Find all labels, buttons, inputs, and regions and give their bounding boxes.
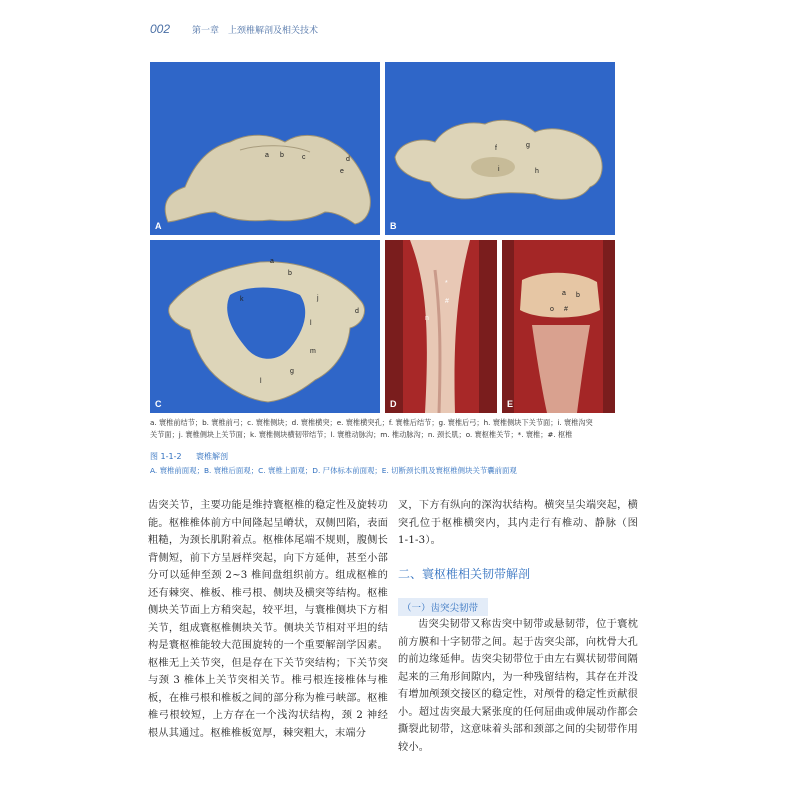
label-c-a: a [270, 258, 274, 265]
label-e-a: a [562, 290, 566, 297]
label-g: g [526, 142, 530, 149]
label-d-n: n [425, 315, 429, 322]
label-c-g: g [290, 368, 294, 375]
figure-title: 寰椎解剖 [196, 452, 228, 461]
label-c-k: k [240, 296, 244, 303]
label-c-d: d [355, 308, 359, 315]
panel-letter-e: E [507, 399, 514, 409]
body-paragraph: 齿突关节，主要功能是维持寰枢椎的稳定性及旋转功能。枢椎椎体前方中间隆起呈嵴状，双侧凹陷，表面粗糙，为颈长肌附着点。枢椎体尾端不规则，腹侧长背侧短，前下方呈唇样突起，向下方延伸，甚至小部分可以延伸至颈 2~3 椎间盘组织前方。组成枢椎的还有棘突、椎板、椎弓根、侧块及横突等结构。枢椎侧块关节面上方稍突起，较平坦，与寰椎侧块下方相关节，组成寰枢椎侧块关节。侧块关节相对平坦的结构是寰枢椎能较大范围旋转的一个重要解剖学因素。枢椎无上关节突，但是存在下关节突结构；下关节突与颈 3 椎体上关节突相关节。椎弓根连接椎体与椎板，在椎弓根和椎板之间的部分称为椎弓峡部。枢椎椎弓根较短，上方存在一个浅沟状结构，颈 2 神经根从其通过。枢椎椎板宽厚，棘突粗大，末端分 [148, 500, 388, 739]
label-c-b: b [288, 270, 292, 277]
body-paragraph: 叉，下方有纵向的深沟状结构。横突呈尖端突起，横突孔位于枢椎横突内，其内走行有椎动、静脉（图 1-1-3）。 [398, 500, 638, 546]
panel-letter-c: C [155, 399, 162, 409]
figure-legend [150, 417, 620, 441]
panel-letter-b: B [390, 221, 397, 231]
figure-description: A. 寰椎前面观；B. 寰椎后面观；C. 寰椎上面观；D. 尸体标本前面观；E. 切断颈长肌及寰枢椎侧块关节囊前面观 [150, 466, 517, 475]
cadaver-anterior-view-image [385, 240, 497, 413]
label-c: c [302, 154, 306, 161]
label-b: b [280, 152, 284, 159]
label-c-l1: l [310, 320, 312, 327]
figure-panel-b [385, 62, 615, 235]
atlas-superior-view-image [150, 240, 380, 413]
label-d-star: * [445, 280, 448, 287]
body-right-column-bottom [398, 616, 638, 756]
label-d-hash: # [445, 298, 449, 305]
atlas-anterior-view-image [150, 62, 380, 235]
atlas-posterior-view-image [385, 62, 615, 235]
figure-legend-line-1: a. 寰椎前结节；b. 寰椎前弓；c. 寰椎侧块；d. 寰椎横突；e. 寰椎横突孔；f. 寰椎后结节；g. 寰椎后弓；h. 寰椎侧块下关节面；i. 寰椎沟突 [150, 418, 593, 427]
label-h: h [535, 168, 539, 175]
label-d: d [346, 156, 350, 163]
body-right-column-top [398, 497, 638, 550]
page-number: 002 [150, 22, 171, 36]
label-e-o: o [550, 306, 554, 313]
label-c-l2: l [260, 378, 262, 385]
section-heading: 二、寰枢椎相关韧带解剖 [398, 567, 531, 581]
running-head: 第一章 上颈椎解剖及相关技术 [192, 26, 319, 36]
figure-panel-c [150, 240, 380, 413]
label-f: f [495, 145, 497, 152]
label-e: e [340, 168, 344, 175]
label-c-j: j [317, 295, 319, 302]
figure-panel-d [385, 240, 497, 413]
label-e-b: b [576, 292, 580, 299]
panel-letter-d: D [390, 399, 397, 409]
cadaver-dissected-view-image [502, 240, 615, 413]
figure-legend-line-2: 关节面；j. 寰椎侧块上关节面；k. 寰椎侧块横韧带结节；l. 寰椎动脉沟；m. 椎动脉沟；n. 颈长肌；o. 寰枢椎关节；*. 寰椎；#. 枢椎 [150, 430, 573, 439]
body-paragraph: 齿突尖韧带又称齿突中韧带或悬韧带，位于寰枕前方膜和十字韧带之间。起于齿突尖部，向枕骨大孔的前边缘延伸。齿突尖韧带位于由左右翼状韧带间隔起来的三角形间隙内，为一种残留结构，其存在并没有增加颅颈交接区的稳定性，对颅骨的稳定性贡献很小。超过齿突最大紧张度的任何屈曲或伸展动作都会撕裂此韧带，这意味着头部和颈部之间的尖韧带作用较小。 [398, 619, 638, 753]
figure-number: 图 1-1-2 [150, 452, 182, 461]
figure-panel-a [150, 62, 380, 235]
page-header [150, 22, 710, 40]
panel-letter-a: A [155, 221, 162, 231]
sub-heading: （一）齿突尖韧带 [398, 598, 488, 616]
label-a: a [265, 152, 269, 159]
figure-panel-e [502, 240, 615, 413]
body-left-column [148, 497, 388, 742]
label-i: i [498, 166, 500, 173]
label-c-m: m [310, 348, 316, 355]
label-e-hash: # [564, 306, 568, 313]
